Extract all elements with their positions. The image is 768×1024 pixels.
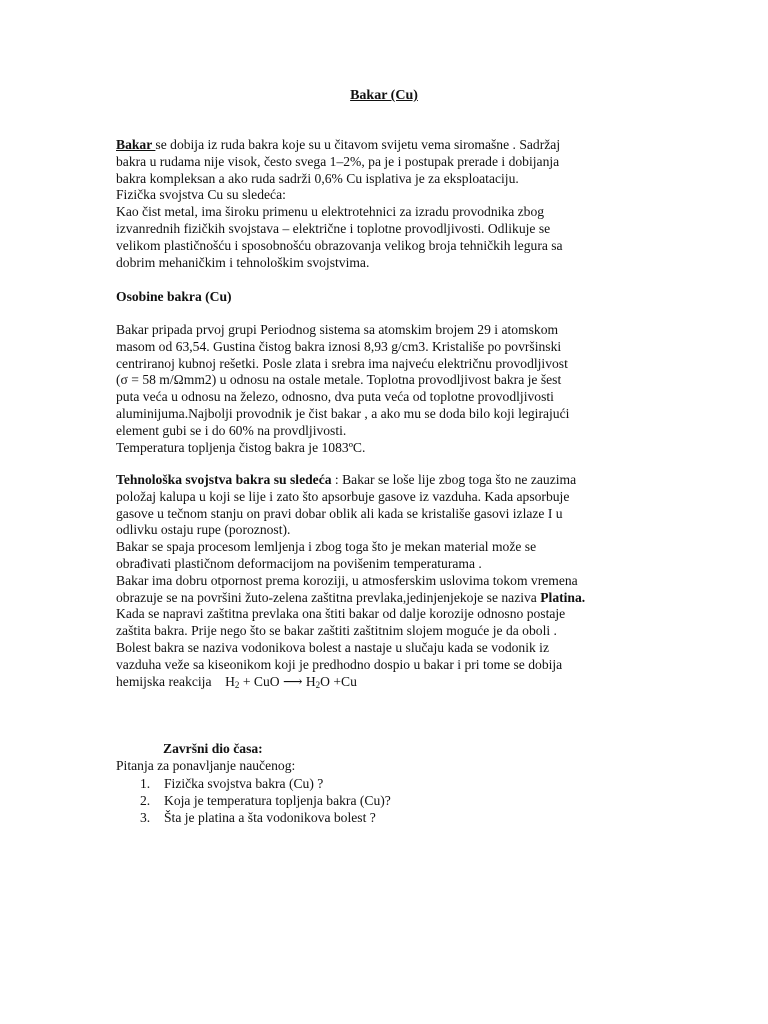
tehnoloska-paragraph: Tehnološka svojstva bakra su sledeća : Bakar se loše lije zbog toga što ne zauzima položaj kalupa u koji se lije i zato što apsorbuje gasove iz vazduha. Kada apsorbuje gasove u tečnom stanju on pravi dobar oblik ali kada se kristališe gasovi izlaze I u odlivku ostaju rupe (poroznost). Bakar se spaja procesom lemljenja i zbog toga što je mekan material može se obrađivati plastičnom deformacijom na povišenim temperaturama . Bakar ima dobru otpornost prema koroziji, u atmosferskim uslovima tokom vremena obrazuje se na površini žuto-zelena zaštitna prevlaka,jedinjenjekoje se naziva Platina. Kada se napravi zaštitna prevlaka ona štiti bakar od dalje korozije odnosno postaje zaštita bakra. Prije nego što se bakar zaštiti zaštitnim slojem moguće je da oboli . Bolest bakra se naziva vodonikova bolest a nastaje u slučaju kada se vodonik iz vazduha veže sa kiseonikom koji je predhodno dospio u bakar i pri tome se dobija hemijska reakcija $H_2$ + CuO ⟶ $H_2O +Cu$ <box>116 472 656 693</box>
intro-paragraph: Bakar se dobija iz ruda bakra koje su u čitavom svijetu vema siromašne . Sadržaj bakra u rudama nije visok, često svega 1–2%, pa je i postupak prerade i dobijanja bakra kompleksan a ako ruda sadrži 0,6% Cu isplativa je za eksploataciju. Fizička svojstva Cu su sledeća: Kao čist metal, ima široku primenu u elektrotehnici za izradu provodnika zbog izvanrednih fizičkih svojstava – električne i toplotne provodljivosti. Odlikuje se velikom plastičnošću i sposobnošću obrazovanja velikog broja tehničkih legura sa dobrim mehaničkim i tehnološkim svojstvima. <box>116 137 563 270</box>
list-item: 2. Koja je temperatura topljenja bakra (Cu)? <box>140 792 391 808</box>
closing-prompt: Pitanja za ponavljanje naučenog: <box>116 758 296 773</box>
chemical-equation: $H_2$ + CuO ⟶ $H_2O +Cu$ <box>225 673 357 690</box>
reaction-line: hemijska reakcija $H_2$ + CuO ⟶ $H_2O +Cu$ <box>116 673 357 690</box>
section-heading-osobine: Osobine bakra (Cu) <box>116 289 232 304</box>
list-item: 3. Šta je platina a šta vodonikova bolest ? <box>140 809 376 825</box>
closing-heading: Završni dio časa: <box>163 741 263 756</box>
tehnoloska-heading: Tehnološka svojstva bakra su sledeća <box>116 472 332 487</box>
question-list <box>116 775 656 826</box>
osobine-paragraph: Bakar pripada prvoj grupi Periodnog sistema sa atomskim brojem 29 i atomskom masom od 63,54. Gustina čistog bakra iznosi 8,93 g/cm3. Kristališe po površinski centriranoj kubnoj rešetki. Posle zlata i srebra ima najveću električnu provodljivost (σ = 58 m/Ωmm2) u odnosu na ostale metale. Toplotna provodljivost bakra je šest puta veća u odnosu na železo, odnosno, dva puta veća od toplotne provodljivosti aluminijuma.Najbolji provodnik je čist bakar , a ako mu se doda bilo koji legirajući element gubi se i do 60% na provdljivosti. Temperatura topljenja čistog bakra je 1083ºC. <box>116 322 570 455</box>
document-title: Bakar (Cu) <box>350 88 418 103</box>
list-item: 1. Fizička svojstva bakra (Cu) ? <box>140 775 324 791</box>
platina-term: Platina. <box>540 589 586 605</box>
closing-section <box>116 758 656 826</box>
intro-lead-word: Bakar <box>116 137 156 152</box>
